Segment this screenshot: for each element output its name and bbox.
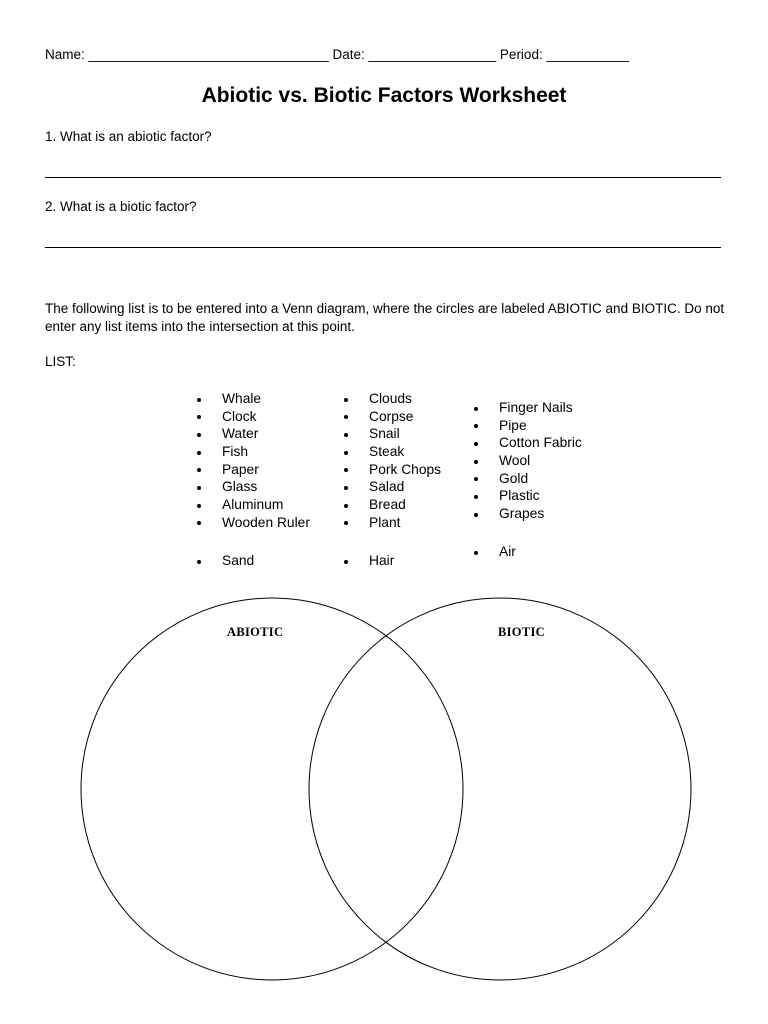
- instructions-paragraph: The following list is to be entered into a Venn diagram, where the circles are labeled ABIOTIC and BIOTIC. Do not enter any list items into the intersection at this point.: [45, 301, 725, 334]
- venn-label-abiotic: ABIOTIC: [227, 625, 284, 639]
- question-2: 2. What is a biotic factor?: [45, 199, 197, 214]
- list-item: Whale: [197, 390, 310, 408]
- list-item: Pork Chops: [344, 461, 441, 479]
- list-item: Paper: [197, 461, 310, 479]
- list-item: Corpse: [344, 408, 441, 426]
- list-item: Snail: [344, 425, 441, 443]
- list-item: Water: [197, 425, 310, 443]
- list-item: Clouds: [344, 390, 441, 408]
- list-item: Air: [474, 543, 516, 561]
- name-date-period-line: Name: ________________________________ Date: _________________ Period: ___________: [45, 47, 630, 62]
- worksheet-title: Abiotic vs. Biotic Factors Worksheet: [201, 84, 567, 107]
- list-item: Gold: [474, 470, 582, 488]
- list-item: Aluminum: [197, 496, 310, 514]
- list-item: Pipe: [474, 417, 582, 435]
- list-item: Plant: [344, 514, 441, 532]
- list-item: Steak: [344, 443, 441, 461]
- list-item: Clock: [197, 408, 310, 426]
- list-item: Glass: [197, 478, 310, 496]
- list-item: Hair: [344, 552, 394, 570]
- question-1: 1. What is an abiotic factor?: [45, 129, 212, 144]
- list-item: Salad: [344, 478, 441, 496]
- list-item: Finger Nails: [474, 399, 582, 417]
- venn-circle-abiotic: [81, 598, 463, 980]
- list-item: Plastic: [474, 487, 582, 505]
- list-item: Bread: [344, 496, 441, 514]
- list-item: Grapes: [474, 505, 582, 523]
- list-item: Sand: [197, 552, 254, 570]
- list-item: Fish: [197, 443, 310, 461]
- list-item: Cotton Fabric: [474, 434, 582, 452]
- venn-circle-biotic: [309, 598, 691, 980]
- venn-label-biotic: BIOTIC: [498, 625, 545, 639]
- list-label: LIST:: [45, 354, 76, 369]
- list-item: Wool: [474, 452, 582, 470]
- list-item: Wooden Ruler: [197, 514, 310, 532]
